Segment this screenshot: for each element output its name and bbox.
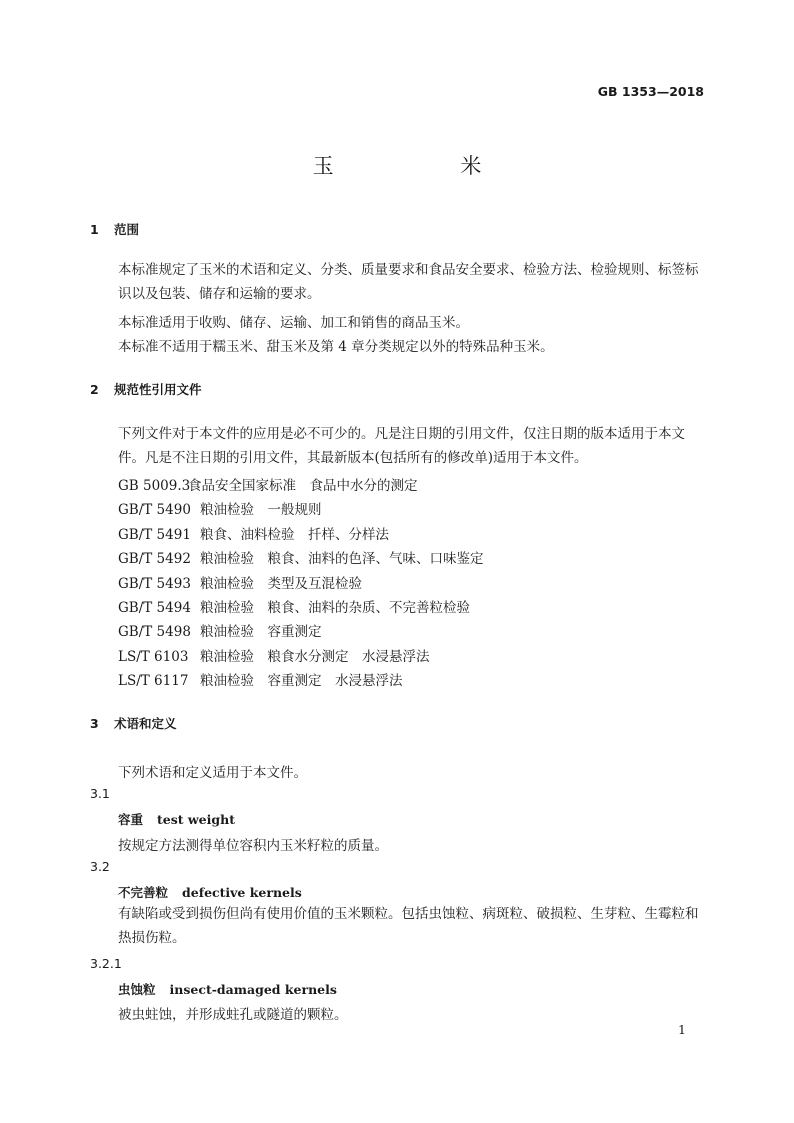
reference-item: [118, 620, 322, 640]
scope-paragraph-3: 本标准不适用于糯玉米、甜玉米及第 4 章分类规定以外的特殊品种玉米。: [118, 339, 554, 355]
term-english: defective kernels: [182, 885, 302, 900]
paragraph-text: 下列文件对于本文件的应用是必不可少的。凡是注日期的引用文件，仅注日期的版本适用于本文件。凡是不注日期的引用文件，其最新版本(包括所有的修改单)适用于本文件。: [118, 426, 685, 466]
term-chinese: 不完善粒: [118, 885, 169, 900]
reference-item: [118, 498, 322, 518]
reference-title: 粮油检验 粮食、油料的杂质、不完善粒检验: [200, 600, 470, 616]
terms-intro: 下列术语和定义适用于本文件。: [118, 765, 307, 781]
scope-paragraph-1: [90, 258, 704, 306]
reference-item: [118, 474, 418, 494]
reference-code: GB/T 5493: [118, 576, 191, 592]
term-number: 3.1: [90, 786, 110, 801]
paragraph-text: 本标准规定了玉米的术语和定义、分类、质量要求和食品安全要求、检验方法、检验规则、标签标识以及包装、储存和运输的要求。: [118, 262, 699, 302]
reference-item: [118, 523, 389, 543]
term-english: insect-damaged kernels: [169, 982, 337, 997]
reference-item: [118, 596, 470, 616]
section-title: 术语和定义: [114, 716, 177, 731]
term-chinese: 容重: [118, 812, 144, 827]
term-heading: [118, 810, 235, 828]
reference-item: [118, 645, 430, 665]
term-definition: [90, 902, 704, 950]
reference-code: GB/T 5490: [118, 502, 191, 518]
term-heading: [118, 883, 302, 901]
reference-title: 粮食、油料检验 扦样、分样法: [200, 527, 389, 543]
paragraph-text: 有缺陷或受到损伤但尚有使用价值的玉米颗粒。包括虫蚀粒、病斑粒、破损粒、生芽粒、生霉粒和热损伤粒。: [118, 906, 699, 946]
reference-title: 粮油检验 容重测定 水浸悬浮法: [200, 673, 403, 689]
reference-item: [118, 547, 484, 567]
section-number: 3: [90, 716, 99, 731]
reference-code: GB/T 5491: [118, 527, 191, 543]
section-title: 规范性引用文件: [114, 382, 202, 397]
term-definition: 按规定方法测得单位容积内玉米籽粒的质量。: [118, 838, 388, 854]
term-english: test weight: [157, 812, 235, 827]
reference-item: [118, 572, 362, 592]
reference-title: 粮油检验 粮食水分测定 水浸悬浮法: [200, 649, 430, 665]
section-heading-normative-references: [90, 380, 202, 398]
term-definition: 被虫蛀蚀，并形成蛀孔或隧道的颗粒。: [118, 1007, 348, 1023]
page-number: 1: [678, 1022, 686, 1037]
section-number: 2: [90, 382, 99, 397]
reference-title: 粮油检验 一般规则: [200, 502, 322, 518]
reference-title: 粮油检验 类型及互混检验: [200, 576, 362, 592]
reference-code: GB/T 5498: [118, 624, 191, 640]
section-heading-terms-definitions: [90, 714, 177, 732]
reference-title: 粮油检验 粮食、油料的色泽、气味、口味鉴定: [200, 551, 484, 567]
reference-code: GB/T 5494: [118, 600, 191, 616]
term-heading: [118, 980, 337, 998]
references-intro: [90, 422, 704, 470]
section-number: 1: [90, 222, 99, 237]
document-title: 玉 米: [312, 154, 542, 178]
reference-code: GB 5009.3: [118, 478, 191, 494]
section-heading-scope: [90, 220, 139, 238]
section-title: 范围: [114, 222, 140, 237]
reference-title: 食品安全国家标准 食品中水分的测定: [188, 478, 418, 494]
reference-title: 粮油检验 容重测定: [200, 624, 322, 640]
scope-paragraph-2: 本标准适用于收购、储存、运输、加工和销售的商品玉米。: [118, 315, 469, 331]
reference-item: [118, 669, 403, 689]
reference-code: LS/T 6117: [118, 673, 189, 689]
term-number: 3.2: [90, 859, 110, 874]
reference-code: GB/T 5492: [118, 551, 191, 567]
term-chinese: 虫蚀粒: [118, 982, 156, 997]
standard-number: GB 1353—2018: [597, 84, 704, 99]
term-number: 3.2.1: [90, 956, 122, 971]
reference-code: LS/T 6103: [118, 649, 189, 665]
